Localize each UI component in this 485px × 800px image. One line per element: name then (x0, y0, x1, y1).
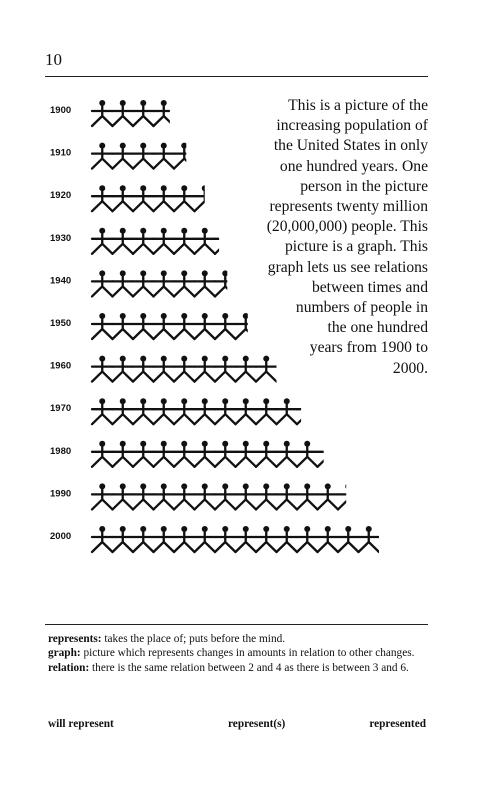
person-icon (174, 228, 195, 254)
person-icon (92, 483, 113, 509)
person-icon (92, 270, 113, 296)
pictograph-row (50, 313, 256, 339)
row-icons (92, 313, 256, 339)
person-icon (195, 526, 216, 552)
person-icon (318, 526, 339, 552)
person-icon (154, 100, 175, 126)
person-icon (195, 398, 216, 424)
description-line: graph lets us see relations (267, 258, 428, 276)
row-icons (92, 356, 277, 382)
person-icon (113, 398, 134, 424)
description-paragraph (252, 96, 428, 379)
person-icon (236, 526, 257, 552)
person-icon (195, 313, 216, 339)
person-icon (215, 441, 236, 467)
person-icon (174, 526, 195, 552)
person-icon (174, 356, 195, 382)
pictograph-row (50, 441, 338, 467)
person-icon (297, 398, 318, 424)
person-icon (318, 441, 339, 467)
person-icon (113, 185, 134, 211)
year-label: 2000 (50, 531, 72, 542)
person-icon (154, 228, 175, 254)
row-icons (92, 270, 236, 296)
person-icon (277, 483, 298, 509)
person-icon (174, 483, 195, 509)
person-icon (113, 100, 134, 126)
description-line: one hundred years. One (279, 157, 428, 175)
description-line: person in the picture (300, 177, 428, 195)
person-icon (113, 143, 134, 169)
row-icons (92, 526, 379, 552)
person-icon (174, 270, 195, 296)
person-icon (92, 313, 113, 339)
person-icon (113, 228, 134, 254)
person-icon (256, 441, 277, 467)
person-icon (133, 185, 154, 211)
person-icon (154, 526, 175, 552)
person-icon (133, 313, 154, 339)
person-icon (277, 441, 298, 467)
person-icon (256, 483, 277, 509)
pictograph-row (50, 228, 236, 254)
row-icons (92, 100, 174, 126)
word-form: represent(s) (228, 718, 286, 730)
glossary-definition: picture which represents changes in amounts in relation to other changes. (83, 647, 415, 660)
row-icons (92, 143, 195, 169)
person-icon (297, 441, 318, 467)
description-line: (20,000,000) people. This (266, 218, 428, 236)
glossary (48, 632, 428, 675)
person-icon (174, 185, 195, 211)
person-icon (113, 313, 134, 339)
glossary-rule (45, 624, 428, 625)
person-icon (133, 398, 154, 424)
person-icon (154, 483, 175, 509)
person-icon (113, 483, 134, 509)
glossary-entry (48, 661, 428, 675)
year-label: 1980 (50, 445, 72, 457)
pictograph-row (50, 483, 359, 509)
person-icon (92, 100, 113, 126)
person-icon (92, 398, 113, 424)
year-label: 1950 (50, 318, 72, 329)
year-label: 1900 (50, 105, 72, 116)
year-label: 1970 (50, 403, 72, 415)
person-icon (318, 483, 339, 509)
person-icon (154, 143, 175, 169)
person-icon (277, 526, 298, 552)
person-icon (133, 356, 154, 382)
person-icon (215, 356, 236, 382)
person-icon (195, 441, 216, 467)
pictograph-row (50, 100, 174, 126)
person-icon (154, 398, 175, 424)
person-icon (92, 356, 113, 382)
word-form: will represent (48, 718, 114, 730)
row-icons (92, 441, 338, 467)
person-icon (154, 441, 175, 467)
row-icons (92, 228, 236, 254)
person-icon (133, 270, 154, 296)
pictograph-row (50, 185, 215, 211)
person-icon (113, 270, 134, 296)
person-icon (215, 526, 236, 552)
year-label: 1990 (50, 488, 72, 500)
person-icon (92, 526, 113, 552)
row-icons (92, 483, 359, 509)
person-icon (195, 228, 216, 254)
description-line: increasing population of (276, 117, 428, 135)
person-icon (277, 398, 298, 424)
person-icon (195, 483, 216, 509)
glossary-definition: takes the place of; puts before the mind. (104, 633, 286, 645)
description-line: the one hundred (327, 319, 428, 337)
person-icon (195, 270, 216, 296)
year-label: 1910 (50, 147, 72, 159)
description-line: represents twenty million (269, 198, 428, 216)
person-icon (195, 185, 216, 211)
person-icon (133, 228, 154, 254)
description-line: This is a picture of the (288, 97, 428, 114)
person-icon (133, 526, 154, 552)
glossary-definition: there is the same relation between 2 and 4 as there is between 3 and 6. (92, 661, 409, 674)
person-icon (133, 100, 154, 126)
person-icon (297, 483, 318, 509)
person-icon (236, 441, 257, 467)
person-icon (297, 526, 318, 552)
person-icon (256, 526, 277, 552)
year-label: 1940 (50, 275, 72, 287)
person-icon (215, 270, 236, 296)
person-icon (113, 526, 134, 552)
glossary-entry (48, 632, 428, 646)
person-icon (133, 483, 154, 509)
page-number: 10 (45, 50, 62, 69)
person-icon (133, 143, 154, 169)
person-icon (195, 356, 216, 382)
person-icon (154, 313, 175, 339)
person-icon (215, 398, 236, 424)
pictograph-row (50, 143, 195, 169)
person-icon (236, 483, 257, 509)
description-line: the United States in only (273, 137, 428, 155)
glossary-entry (48, 646, 428, 660)
year-label: 1930 (50, 232, 72, 244)
person-icon (113, 441, 134, 467)
pictograph-row (50, 270, 236, 296)
description-line: numbers of people in (295, 299, 428, 317)
person-icon (174, 143, 195, 169)
pictograph-row (50, 526, 379, 552)
person-icon (92, 441, 113, 467)
person-icon (154, 270, 175, 296)
row-icons (92, 398, 318, 424)
person-icon (154, 356, 175, 382)
person-icon (256, 398, 277, 424)
pictograph-row (50, 398, 318, 424)
person-icon (215, 483, 236, 509)
glossary-term: relation: (48, 661, 90, 674)
year-label: 1920 (50, 190, 72, 202)
description-line: years from 1900 to (309, 339, 428, 357)
word-forms-row (48, 718, 426, 734)
person-icon (174, 398, 195, 424)
person-icon (92, 185, 113, 211)
glossary-term: graph: (48, 647, 81, 660)
person-icon (215, 313, 236, 339)
row-icons (92, 185, 215, 211)
person-icon (174, 441, 195, 467)
person-icon (92, 143, 113, 169)
pictograph-row (50, 356, 277, 382)
description-line: between times and (311, 278, 428, 296)
person-icon (338, 526, 359, 552)
person-icon (92, 228, 113, 254)
person-icon (215, 228, 236, 254)
person-icon (113, 356, 134, 382)
glossary-term: represents: (48, 633, 102, 645)
person-icon (174, 313, 195, 339)
word-form: represented (369, 718, 426, 730)
year-label: 1960 (50, 360, 72, 372)
person-icon (338, 483, 359, 509)
description-line: 2000. (392, 359, 428, 377)
person-icon (236, 398, 257, 424)
person-icon (359, 526, 380, 552)
description-line: picture is a graph. This (284, 238, 428, 256)
person-icon (133, 441, 154, 467)
person-icon (154, 185, 175, 211)
